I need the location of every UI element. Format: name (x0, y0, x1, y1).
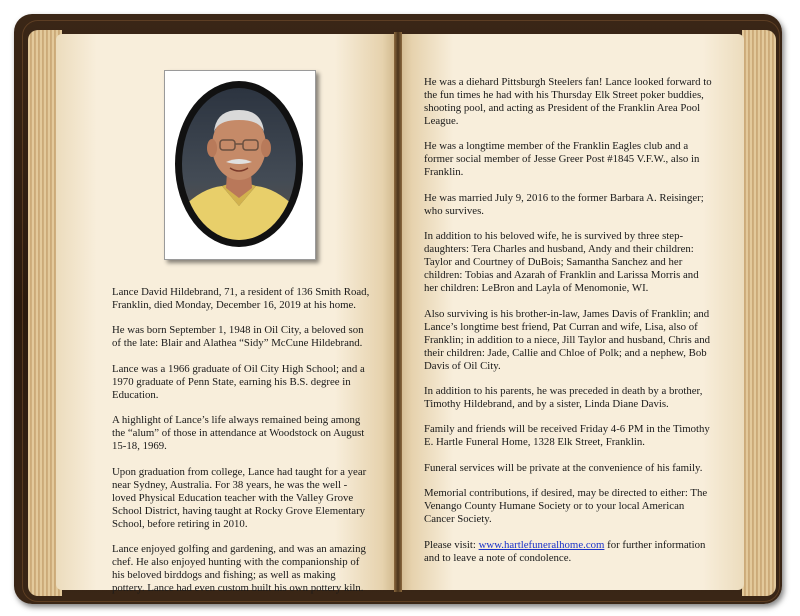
right-page-text (424, 76, 714, 577)
paragraph: Upon graduation from college, Lance had taught for a year near Sydney, Australia. For 38 years, he was the well -loved Physical Education teacher with the Valley Grove School District, having taught at Rocky Grove Elementary School, before retiring in 2010. (112, 465, 367, 530)
closing-prefix: Please visit: (424, 538, 479, 551)
closing-paragraph (424, 539, 714, 565)
paragraph: He was a diehard Pittsburgh Steelers fan! Lance looked forward to the fun times he had with his Thursday Elk Street poker buddies, shooting pool, and acting as President of the Franklin Area Pool League. (424, 76, 712, 127)
portrait-photo-frame (164, 70, 316, 260)
portrait-photo (182, 88, 296, 240)
closing-suffix: for further information and to leave a note of condolence. (424, 538, 706, 564)
paragraph: Family and friends will be received Friday 4-6 PM in the Timothy E. Hartle Funeral Home, 1328 Elk Street, Franklin. (424, 423, 710, 449)
left-page-text (112, 286, 370, 607)
paragraph: He was a longtime member of the Franklin Eagles club and a former social member of Jesse Greer Post #1845 V.F.W., also in Franklin. (424, 140, 700, 179)
paragraph: In addition to his parents, he was preceded in death by a brother, Timothy Hildebrand, and by a sister, Linda Diane Davis. (424, 384, 703, 410)
oval-matte (175, 81, 303, 247)
paragraph: Lance David Hildebrand, 71, a resident of 136 Smith Road, Franklin, died Monday, December 16, 2019 at his home. (112, 286, 370, 311)
paragraph: Memorial contributions, if desired, may be directed to either: The Venango County Humane Society or to your local American Cancer Society. (424, 487, 708, 526)
paragraph: Lance was a 1966 graduate of Oil City High School; and a 1970 graduate of Penn State, earning his B.S. degree in Education. (112, 362, 365, 401)
paragraph: He was born September 1, 1948 in Oil City, a beloved son of the late: Blair and Alathea “Sidy” McCune Hildebrand. (112, 324, 364, 350)
funeral-home-link[interactable]: www.hartlefuneralhome.com (478, 538, 605, 551)
paragraph: Funeral services will be private at the convenience of his family. (424, 461, 703, 474)
paragraph: In addition to his beloved wife, he is survived by three step-daughters: Tera Charles and husband, Andy and their children: Taylor and Courtney of DuBois; Samantha Sanchez and her children: Tobias and Azarah of Franklin and Larissa Morris and her children: LeBron and Layla of Menomonie, WI. (424, 230, 699, 295)
book-spine (394, 32, 402, 592)
page-edges-right (742, 30, 776, 596)
paragraph: He was married July 9, 2016 to the former Barbara A. Reisinger; who survives. (424, 191, 704, 217)
paragraph: Lance enjoyed golfing and gardening, and was an amazing chef. He also enjoyed hunting with the companionship of his beloved birddogs and fishing; as well as making pottery. Lance had even custom built his own pottery kiln. (112, 542, 366, 594)
paragraph: Also surviving is his brother-in-law, James Davis of Franklin; and Lance’s longtime best friend, Pat Curran and wife, Lisa, also of Franklin; in addition to a niece, Jill Taylor and husband, Chris and their children: Jade, Callie and Chloe of Polk; and a nephew, Bob Davis of Oil City. (424, 307, 711, 372)
paragraph: A highlight of Lance’s life always remained being among the “alum” of those in attendance at Woodstock on August 15-18, 1969. (112, 414, 365, 453)
portrait-illustration (182, 88, 296, 240)
